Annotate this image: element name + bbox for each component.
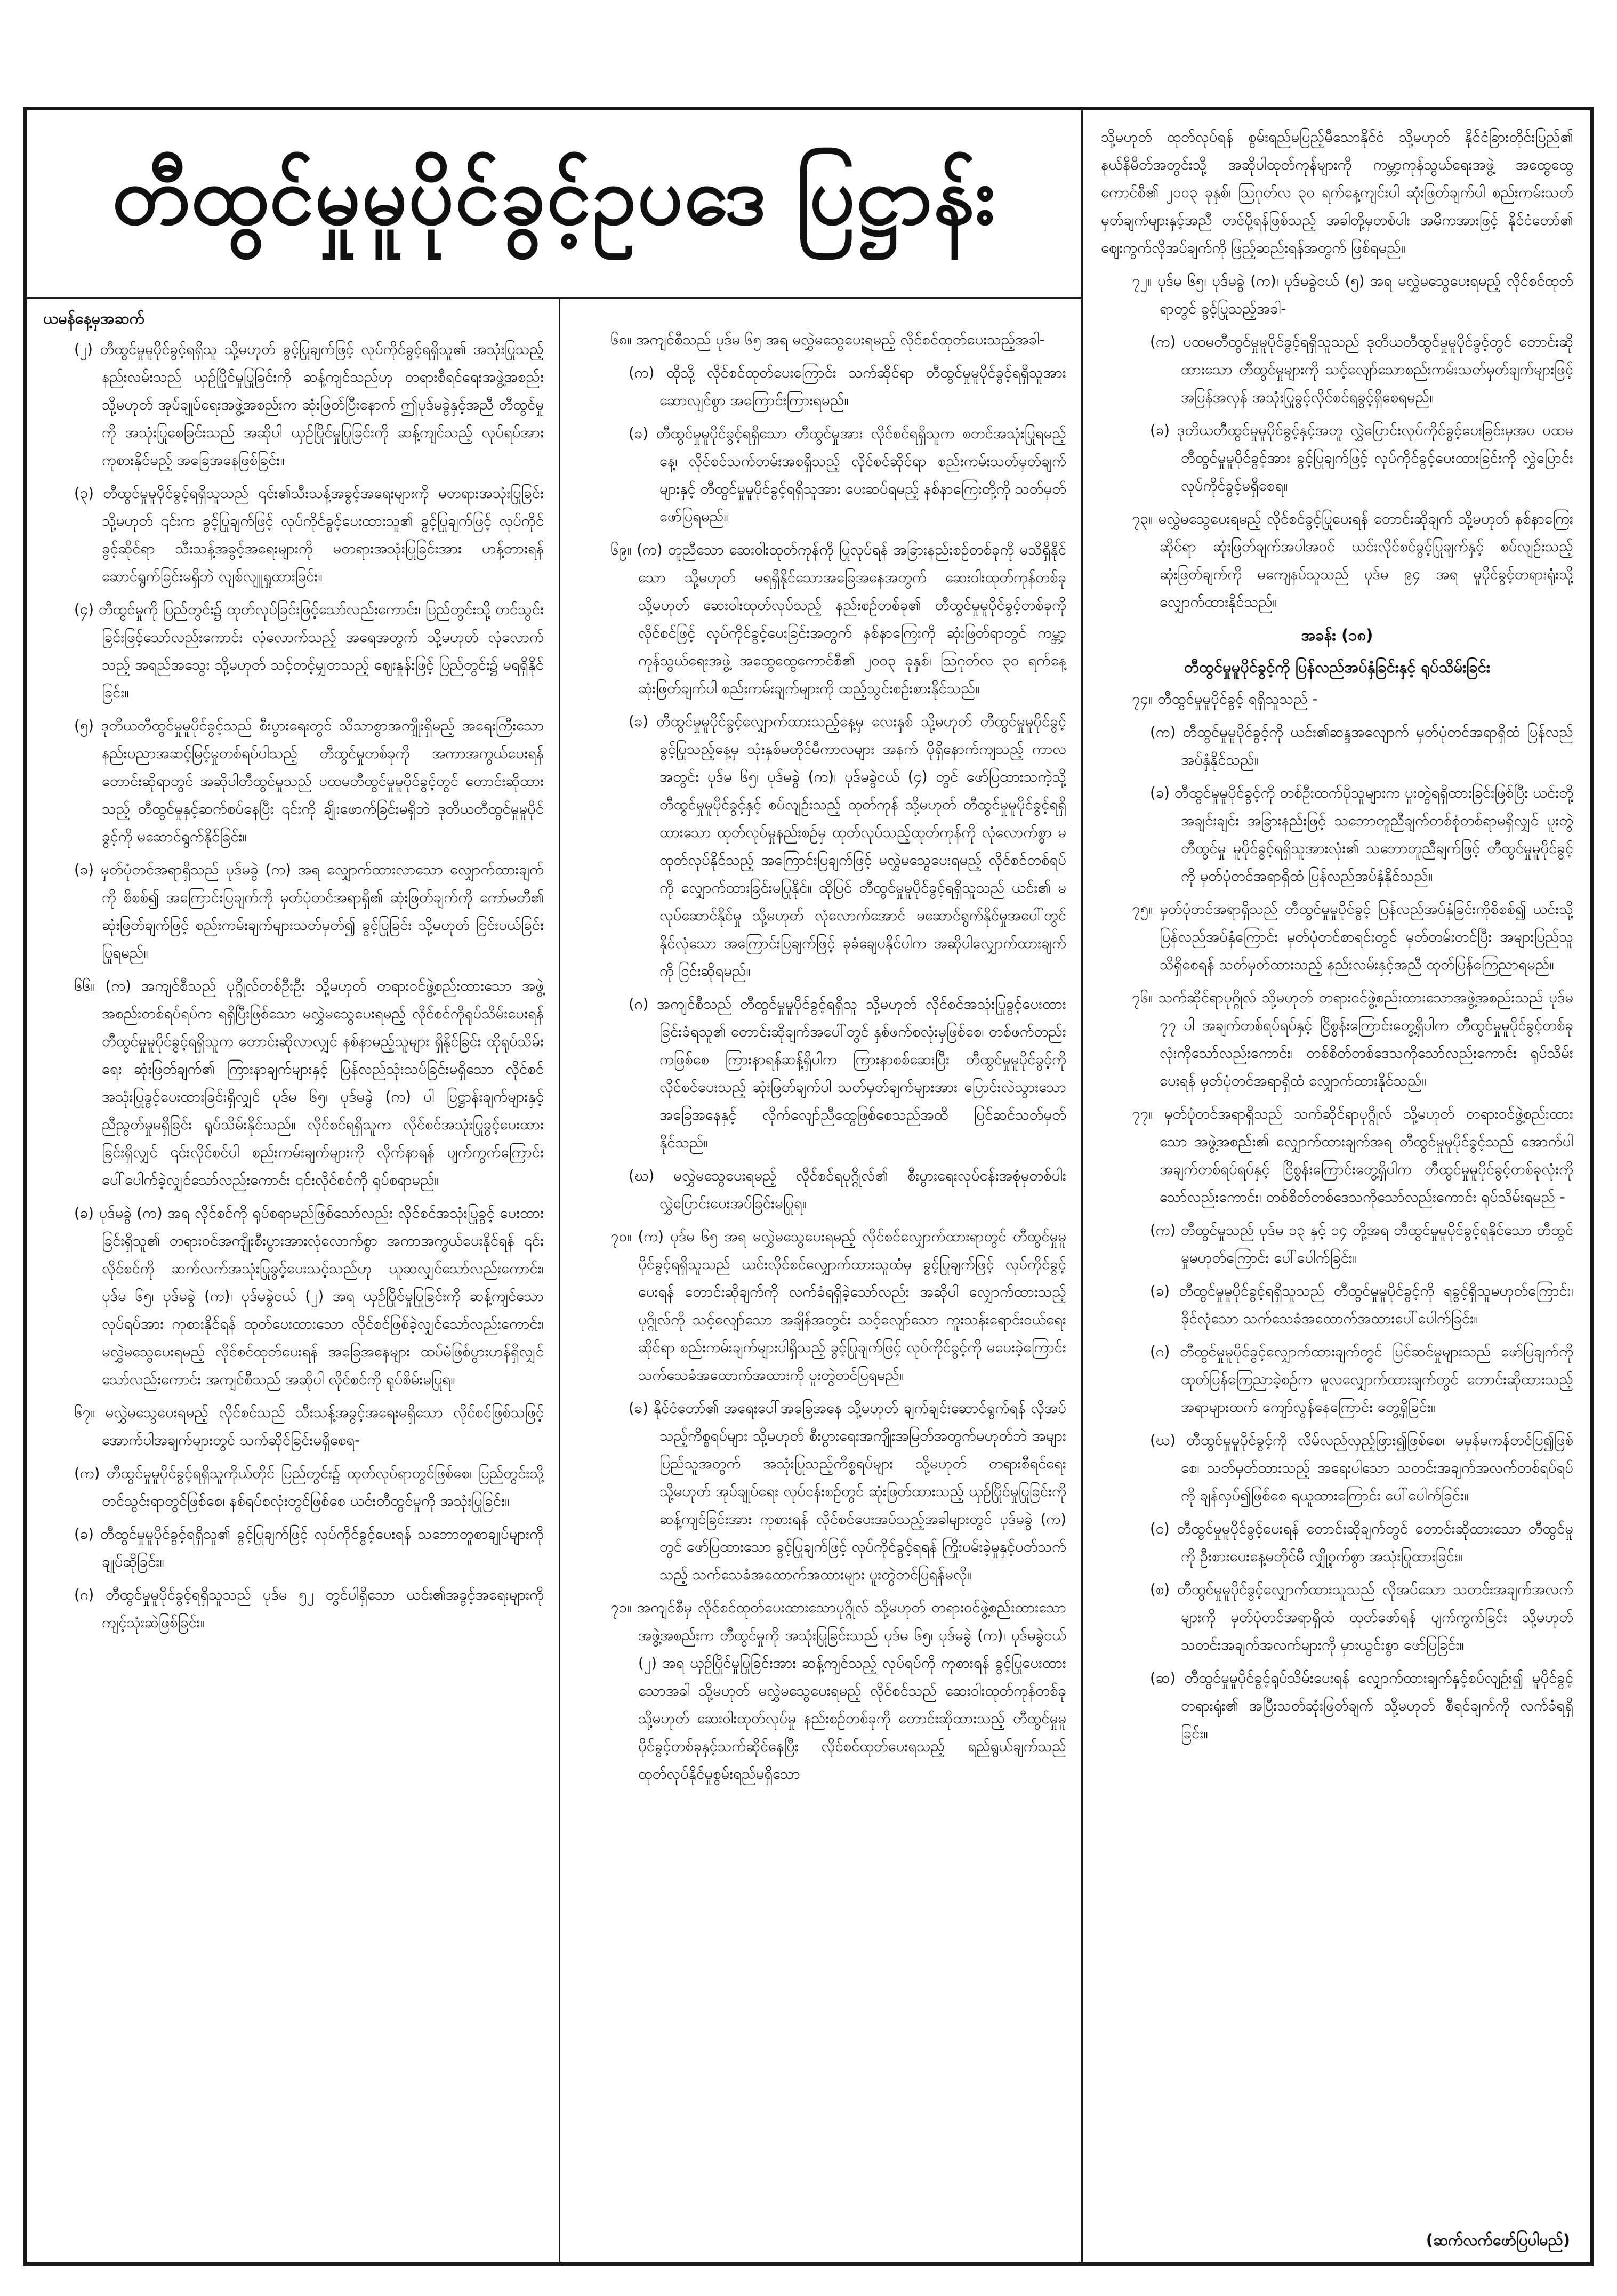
paragraph: ၆၇။ မလွှဲမသွေပေးရမည့် လိုင်စင်သည် သီးသန့်အခွင့်အရေးမရှိသော လိုင်စင်ဖြစ်သဖြင့် အောက်ပါအချက်များတွင် သက်ဆိုင်ခြင်းမရှိစေရ-	[74, 1404, 544, 1449]
paragraph: (က) တီထွင်မှုမူပိုင်ခွင့်ရရှိသူကိုယ်တိုင် ပြည်တွင်း၌ ထုတ်လုပ်ရာတွင်ဖြစ်စေ၊ ပြည်တွင်းသို့ တင်သွင်းရာတွင်ဖြစ်စေ၊ နစ်ရပ်စလုံးတွင်ဖြစ်စေ ယင်းတီထွင်မှုကို အသုံးပြုခြင်း။	[74, 1465, 544, 1510]
paragraph: ၇၇။ မှတ်ပုံတင်အရာရှိသည် သက်ဆိုင်ရာပုဂ္ဂိုလ် သို့မဟုတ် တရားဝင်ဖွဲ့စည်းထားသော အဖွဲ့အစည်း၏ လျှောက်ထားချက်အရ တီထွင်မှုမူပိုင်ခွင့်သည် အောက်ပါအချက်တစ်ရပ်ရပ်နှင့် ငြိစွန်းကြောင်းတွေ့ရှိပါက တီထွင်မှုမူပိုင်ခွင့်တစ်ခုလုံးကိုသော်လည်းကောင်း၊ တစ်စိတ်တစ်ဒေသကိုသော်လည်းကောင်း ရုပ်သိမ်းရမည် -	[1132, 1105, 1573, 1206]
paragraph: (ခ) တီထွင်မှုမူပိုင်ခွင့်ရရှိသူ၏ ခွင့်ပြုချက်ဖြင့် လုပ်ကိုင်ခွင့်ပေးရန် သဘောတူစာချုပ်များကို ချုပ်ဆိုခြင်း။	[74, 1526, 544, 1570]
paragraph: (က) တီထွင်မှုမူပိုင်ခွင့်ကို ယင်း၏ဆန္ဒအလျောက် မှတ်ပုံတင်အရာရှိထံ ပြန်လည်အပ်နှံနိုင်သည်။	[1150, 724, 1573, 768]
continued-next-label: (ဆက်လက်ဖော်ပြပါမည်)	[1426, 2231, 1570, 2249]
paragraph: (က) ပထမတီထွင်မှုမူပိုင်ခွင့်ရရှိသူသည် ဒုတိယတီထွင်မှုမူပိုင်ခွင့်တွင် တောင်းဆိုထားသော တီထွင်မှုများကို သင့်လျော်သောစည်းကမ်းသတ်မှတ်ချက်များဖြင့် အပြန်အလှန် အသုံးပြုခွင့်လိုင်စင်ရခွင့်ရှိစေရမည်။	[1150, 333, 1573, 406]
page-title: တီထွင်မှုမူပိုင်ခွင့်ဥပဒေ ပြဋ္ဌာန်း	[112, 149, 996, 243]
paragraph: (ဂ) အကျင်စီသည် တီထွင်မှုမူပိုင်ခွင့်ရရှိသူ သို့မဟုတ် လိုင်စင်အသုံးပြုခွင့်ပေးထားခြင်းခံရသူ၏ တောင်းဆိုချက်အပေါ်တွင် နှစ်ဖက်စလုံးမှဖြစ်စေ၊ တစ်ဖက်တည်းကဖြစ်စေ ကြားနာရန်ဆန့်ရှိပါက ကြားနာစစ်ဆေးပြီး တီထွင်မှုမူပိုင်ခွင့်ကို လိုင်စင်ပေးသည့် ဆုံးဖြတ်ချက်ပါ သတ်မှတ်ချက်များအား ပြောင်းလဲသွားသော အခြေအနေနှင့် လိုက်လျော်ညီထွေဖြစ်စေသည်အထိ ပြင်ဆင်သတ်မှတ်နိုင်သည်။	[629, 996, 1066, 1151]
paragraph: (၃) တီထွင်မှုမူပိုင်ခွင့်ရရှိသူသည် ၎င်း၏သီးသန့်အခွင့်အရေးများကို မတရားအသုံးပြုခြင်း သို့မဟုတ် ၎င်းက ခွင့်ပြုချက်ဖြင့် လုပ်ကိုင်ခွင့်ပေးထားသူ၏ ခွင့်ပြုချက်ဖြင့် လုပ်ကိုင်ခွင့်ဆိုင်ရာ သီးသန့်အခွင့်အရေးများကို မတရားအသုံးပြုခြင်းအား ဟန့်တားရန် ဆောင်ရွက်ခြင်းမရှိဘဲ လျစ်လျူရှုထားခြင်း။	[74, 485, 544, 585]
paragraph: (ဃ) တီထွင်မှုမူပိုင်ခွင့်ကို လိမ်လည်လှည့်ဖြား၍ဖြစ်စေ၊ မမှန်မကန်တင်ပြ၍ဖြစ်စေ၊ သတ်မှတ်ထားသည့် အရေးပါသော သတင်းအချက်အလက်တစ်ရပ်ရပ်ကို ချန်လှပ်၍ဖြစ်စေ ရယူထားကြောင်း ပေါ်ပေါက်ခြင်း။	[1150, 1432, 1573, 1504]
paragraph: (ခ) တီထွင်မှုမူပိုင်ခွင့်ကို တစ်ဦးထက်ပိုသူများက ပူးတွဲရရှိထားခြင်းဖြစ်ပြီး ယင်းတို့အချင်းချင်း အခြားနည်းဖြင့် သဘောတူညီချက်တစ်စုံတစ်ရာမရှိလျှင် ပူးတွဲတီထွင်မှု မူပိုင်ခွင့်ရရှိသူအားလုံး၏ သဘောတူညီချက်ဖြင့် တီထွင်မှုမူပိုင်ခွင့်ကို မှတ်ပုံတင်အရာရှိထံ ပြန်လည်အပ်နှံနိုင်သည်။	[1150, 784, 1573, 885]
paragraph: ၆၈။ အကျင်စီသည် ပုဒ်မ ၆၅ အရ မလွှဲမသွေပေးရမည့် လိုင်စင်ထုတ်ပေးသည့်အခါ-	[610, 331, 1045, 348]
column-2	[560, 297, 1083, 2262]
paragraph: (ခ) တီထွင်မှုမူပိုင်ခွင့်လျှောက်ထားသည့်နေ့မှ လေးနှစ် သို့မဟုတ် တီထွင်မှုမူပိုင်ခွင့် ခွင့်ပြုသည့်နေ့မှ သုံးနှစ်မတိုင်မီကာလများ အနက် ပိုရှိနောက်ကျသည့် ကာလအတွင်း ပုဒ်မ ၆၅၊ ပုဒ်မခွဲ (က)၊ ပုဒ်မခွဲငယ် (၄) တွင် ဖော်ပြထားသကဲ့သို့ တီထွင်မှုမူပိုင်ခွင့်နှင့် စပ်လျဉ်းသည့် ထုတ်ကုန် သို့မဟုတ် တီထွင်မှုမူပိုင်ခွင့်ရရှိထားသော ထုတ်လုပ်မှုနည်းစဉ်မှ ထုတ်လုပ်သည့်ထုတ်ကုန်ကို လုံလောက်စွာ မထုတ်လုပ်နိုင်သည့် အကြောင်းပြချက်ဖြင့် မလွှဲမသွေပေးရမည့် လိုင်စင်တစ်ရပ်ကို လျှောက်ထားခြင်းမပြုနိုင်။ ထိုပြင် တီထွင်မှုမူပိုင်ခွင့်ရရှိသူသည် ယင်း၏ မလုပ်ဆောင်နိုင်မှု သို့မဟုတ် လုံလောက်အောင် မဆောင်ရွက်နိုင်မှုအပေါ်တွင် နိုင်လုံသော အကြောင်းပြချက်ဖြင့် ခုခံချေပနိုင်ပါက အဆိုပါလျှောက်ထားချက်ကို ငြင်းဆိုရမည်။	[629, 713, 1066, 980]
chapter-title: တီထွင်မှုမူပိုင်ခွင့်ကို ပြန်လည်အပ်နှံခြင်းနှင့် ရုပ်သိမ်းခြင်း	[1184, 658, 1491, 676]
paragraph: (ဂ) တီထွင်မှုမူပိုင်ခွင့်ရရှိသူသည် ပုဒ်မ ၅၂ တွင်ပါရှိသော ယင်း၏အခွင့်အရေးများကို ကျင့်သုံးဆဲဖြစ်ခြင်း။	[74, 1586, 544, 1631]
paragraph: (ခ) နိုင်ငံတော်၏ အရေးပေါ်အခြေအနေ သို့မဟုတ် ချက်ချင်းဆောင်ရွက်ရန် လိုအပ်သည့်ကိစ္စရပ်များ သို့မဟုတ် စီးပွားရေးအကျိုးအမြတ်အတွက်မဟုတ်ဘဲ အများပြည်သူအတွက် အသုံးပြုသည့်ကိစ္စရပ်များ သို့မဟုတ် တရားစီရင်ရေး သို့မဟုတ် အုပ်ချုပ်ရေး လုပ်ငန်းစဉ်တွင် ဆုံးဖြတ်ထားသည့် ယှဉ်ပြိုင်မှုပြုခြင်းကို ဆန့်ကျင်ခြင်းအား ကုစားရန် လိုင်စင်ပေးအပ်သည့်အခါများတွင် ပုဒ်မခွဲ (က) တွင် ဖော်ပြထားသော ခွင့်ပြုချက်ဖြင့် လုပ်ကိုင်ခွင့်ရရန် ကြိုးပမ်းခဲ့မှုနှင့်ပတ်သက်သည့် သက်သေခံအထောက်အထားများ ပူးတွဲတင်ပြရန်မလို။	[629, 1400, 1066, 1583]
paragraph: ၇၄။ တီထွင်မှုမူပိုင်ခွင့် ရရှိသူသည် -	[1132, 691, 1318, 708]
title-block	[27, 110, 1083, 297]
notice-frame	[23, 107, 1594, 2266]
paragraph: (င) တီထွင်မှုမူပိုင်ခွင့်ပေးရန် တောင်းဆိုချက်တွင် တောင်းဆိုထားသော တီထွင်မှုကို ဦးစားပေးနေ့မတိုင်မီ လျှို့ဝှက်စွာ အသုံးပြုထားခြင်း။	[1150, 1520, 1573, 1565]
paragraph: (၄) တီထွင်မှုကို ပြည်တွင်း၌ ထုတ်လုပ်ခြင်းဖြင့်သော်လည်းကောင်း၊ ပြည်တွင်းသို့ တင်သွင်းခြင်းဖြင့်သော်လည်းကောင်း လုံလောက်သည့် အရေအတွက် သို့မဟုတ် လုံလောက်သည့် အရည်အသွေး သို့မဟုတ် သင့်တင့်မျှတသည့် ဈေးနှုန်းဖြင့် ပြည်တွင်း၌ မရရှိနိုင်ခြင်း။	[74, 601, 544, 701]
paragraph: (ခ) တီထွင်မှုမူပိုင်ခွင့်ရရှိသူသည် တီထွင်မှုမူပိုင်ခွင့်ကို ရခွင့်ရှိသူမဟုတ်ကြောင်း၊ ခိုင်လုံသော သက်သေခံအထောက်အထားပေါ်ပေါက်ခြင်း။	[1150, 1282, 1573, 1327]
paragraph: ၇၅။ မှတ်ပုံတင်အရာရှိသည် တီထွင်မှုမူပိုင်ခွင့် ပြန်လည်အပ်နှံခြင်းကိုစိစစ်၍ ယင်းသို့ ပြန်လည်အပ်နှံကြောင်း မှတ်ပုံတင်စာရင်းတွင် မှတ်တမ်းတင်ပြီး အများပြည်သူသိရှိစေရန် သတ်မှတ်ထားသည့် နည်းလမ်းနှင့်အညီ ထုတ်ပြန်ကြေညာရမည်။	[1132, 901, 1573, 973]
paragraph: ၇၁။ အကျင်စီမှ လိုင်စင်ထုတ်ပေးထားသောပုဂ္ဂိုလ် သို့မဟုတ် တရားဝင်ဖွဲ့စည်းထားသော အဖွဲ့အစည်းက တီထွင်မှုကို အသုံးပြုခြင်းသည် ပုဒ်မ ၆၅၊ ပုဒ်မခွဲ (က)၊ ပုဒ်မခွဲငယ် (၂) အရ ယှဉ်ပြိုင်မှုပြုခြင်းအား ဆန့်ကျင်သည့် လုပ်ရပ်ကို ကုစားရန် ခွင့်ပြုပေးထားသောအခါ သို့မဟုတ် မလွှဲမသွေပေးရမည့် လိုင်စင်သည် ဆေးဝါးထုတ်ကုန်တစ်ခု သို့မဟုတ် ဆေးဝါးထုတ်လုပ်မှု နည်းစဉ်တစ်ခုကို တောင်းဆိုထားသည့် တီထွင်မှုမူပိုင်ခွင့်တစ်ခုနှင့်သက်ဆိုင်နေပြီး လိုင်စင်ထုတ်ပေးရသည့် ရည်ရွယ်ချက်သည် ထုတ်လုပ်နိုင်မှုစွမ်းရည်မရှိသော	[610, 1599, 1066, 1783]
paragraph: (ခ) တီထွင်မှုမူပိုင်ခွင့်ရရှိသော တီထွင်မှုအား လိုင်စင်ရရှိသူက စတင်အသုံးပြုရမည့်နေ့၊ လိုင်စင်သက်တမ်းအစရှိသည့် လိုင်စင်ဆိုင်ရာ စည်းကမ်းသတ်မှတ်ချက်များနှင့် တီထွင်မှုမူပိုင်ခွင့်ရရှိသူအား ပေးဆပ်ရမည့် နစ်နာကြေးတို့ကို သတ်မှတ်ဖော်ပြရမည်။	[629, 425, 1066, 525]
paragraph: (ဆ) တီထွင်မှုမူပိုင်ခွင့်ရုပ်သိမ်းပေးရန် လျှောက်ထားချက်နှင့်စပ်လျဉ်း၍ မူပိုင်ခွင့်တရားရုံး၏ အပြီးသတ်ဆုံးဖြတ်ချက် သို့မဟုတ် စီရင်ချက်ကို လက်ခံရရှိခြင်း။	[1150, 1669, 1573, 1742]
paragraph: (၂) တီထွင်မှုမူပိုင်ခွင့်ရရှိသူ သို့မဟုတ် ခွင့်ပြုချက်ဖြင့် လုပ်ကိုင်ခွင့်ရရှိသူ၏ အသုံးပြုသည့် နည်းလမ်းသည် ယှဉ်ပြိုင်မှုပြုခြင်းကို ဆန့်ကျင်သည်ဟု တရားစီရင်ရေးအဖွဲ့အစည်း သို့မဟုတ် အုပ်ချုပ်ရေးအဖွဲ့အစည်းက ဆုံးဖြတ်ပြီးနောက် ဤပုဒ်မခွဲနှင့်အညီ တီထွင်မှုကို အသုံးပြုစေခြင်းသည် အဆိုပါ ယှဉ်ပြိုင်မှုပြုခြင်းကို ဆန့်ကျင်သည့် လုပ်ရပ်အား ကုစားနိုင်မည့် အခြေအနေဖြစ်ခြင်း။	[74, 341, 544, 469]
paragraph: (က) တီထွင်မှုသည် ပုဒ်မ ၁၃ နှင့် ၁၄ တို့အရ တီထွင်မှုမူပိုင်ခွင့်ရနိုင်သော တီထွင်မှုမဟုတ်ကြောင်း ပေါ်ပေါက်ခြင်း။	[1150, 1222, 1573, 1266]
paragraph: ၇၂။ ပုဒ်မ ၆၅၊ ပုဒ်မခွဲ (က)၊ ပုဒ်မခွဲငယ် (၅) အရ မလွှဲမသွေပေးရမည့် လိုင်စင်ထုတ်ရာတွင် ခွင့်ပြုသည့်အခါ-	[1132, 272, 1573, 317]
column-3	[1083, 110, 1589, 2262]
paragraph: (စ) တီထွင်မှုမူပိုင်ခွင့်လျှောက်ထားသူသည် လိုအပ်သော သတင်းအချက်အလက်များကို မှတ်ပုံတင်အရာရှိထံ ထုတ်ဖော်ရန် ပျက်ကွက်ခြင်း သို့မဟုတ် သတင်းအချက်အလက်များကို မှားယွင်းစွာ ဖော်ပြခြင်း။	[1150, 1581, 1573, 1653]
paragraph: ၆၉။ (က) တူညီသော ဆေးဝါးထုတ်ကုန်ကို ပြုလုပ်ရန် အခြားနည်းစဉ်တစ်ခုကို မသိရှိနိုင်သော သို့မဟုတ် မရရှိနိုင်သောအခြေအနေအတွက် ဆေးဝါးထုတ်ကုန်တစ်ခု သို့မဟုတ် ဆေးဝါးထုတ်လုပ်သည့် နည်းစဉ်တစ်ခု၏ တီထွင်မှုမူပိုင်ခွင့်တစ်ခုကို လိုင်စင်ဖြင့် လုပ်ကိုင်ခွင့်ပေးခြင်းအတွက် နစ်နာကြေးကို ဆုံးဖြတ်ရာတွင် ကမ္ဘာ့ကုန်သွယ်ရေးအဖွဲ့ အထွေထွေကောင်စီ၏ ၂၀၀၃ ခုနှစ်၊ ဩဂုတ်လ ၃၀ ရက်နေ့ ဆုံးဖြတ်ချက်ပါ စည်းကမ်းချက်များကို ထည့်သွင်းစဉ်းစားနိုင်သည်။	[610, 541, 1066, 697]
paragraph: ၆၆။ (က) အကျင်စီသည် ပုဂ္ဂိုလ်တစ်ဦးဦး သို့မဟုတ် တရားဝင်ဖွဲ့စည်းထားသော အဖွဲ့အစည်းတစ်ရပ်ရပ်က ရရှိပြီးဖြစ်သော မလွှဲမသွေပေးရမည့် လိုင်စင်ကိုရုပ်သိမ်းပေးရန် တီထွင်မှုမူပိုင်ခွင့်ရရှိသူက တောင်းဆိုလာလျှင် နစ်နာမည့်သူများ ရှိနိုင်ခြင်း ထိုရုပ်သိမ်းရေး ဆုံးဖြတ်ချက်၏ ကြားနာချက်များနှင့် ပြန်လည်သုံးသပ်ခြင်းမရှိသော လိုင်စင်အသုံးပြုခွင့်ပေးထားခြင်းရှိလျှင် ပုဒ်မ ၆၅၊ ပုဒ်မခွဲ (က) ပါ ပြဋ္ဌာန်းချက်များနှင့် ညီညွတ်မှုမရှိခြင်း ရုပ်သိမ်းနိုင်သည်။ လိုင်စင်ရရှိသူက လိုင်စင်အသုံးပြုခွင့်ပေးထားခြင်းရှိလျှင် ၎င်းလိုင်စင်ပါ စည်းကမ်းချက်များကို လိုက်နာရန် ပျက်ကွက်ကြောင်း ပေါ်ပေါက်ခဲ့လျှင်သော်လည်းကောင်း ၎င်းလိုင်စင်ကို ရုပ်စရာမည်။	[74, 977, 544, 1189]
paragraph: (ခ) ပုဒ်မခွဲ (က) အရ လိုင်စင်ကို ရုပ်စရာမည်ဖြစ်သော်လည်း လိုင်စင်အသုံးပြုခွင့် ပေးထားခြင်းရှိသူ၏ တရားဝင်အကျိုးစီးပွားအားလုံလောက်စွာ အကာအကွယ်ပေးနိုင်ရန် ၎င်းလိုင်စင်ကို ဆက်လက်အသုံးပြုခွင့်ပေးသင့်သည်ဟု ယူဆလျှင်သော်လည်းကောင်း၊ ပုဒ်မ ၆၅၊ ပုဒ်မခွဲ (က)၊ ပုဒ်မခွဲငယ် (၂) အရ ယှဉ်ပြိုင်မှုပြုခြင်းကို ဆန့်ကျင်သောလုပ်ရပ်အား ကုစားနိုင်ရန် ထုတ်ပေးထားသော လိုင်စင်ဖြစ်ခဲ့လျှင်သော်လည်းကောင်း၊ မလွှဲမသွေပေးရမည့် လိုင်စင်ထုတ်ပေးရန် အခြေအနေများ ထပ်မံဖြစ်ပွားဟန်ရှိလျှင်သော်လည်းကောင်း အကျင်စီသည် အဆိုပါ လိုင်စင်ကို ရုပ်စိမ်းမပြုရ။	[74, 1205, 544, 1388]
continued-label: ယမန်နေ့မှအဆက်	[43, 309, 145, 327]
paragraph: ၇၆။ သက်ဆိုင်ရာပုဂ္ဂိုလ် သို့မဟုတ် တရားဝင်ဖွဲ့စည်းထားသောအဖွဲ့အစည်းသည် ပုဒ်မ ၇၇ ပါ အချက်တစ်ရပ်ရပ်နှင့် ငြိစွန်းကြောင်းတွေ့ရှိပါက တီထွင်မှုမူပိုင်ခွင့်တစ်ခုလုံးကိုသော်လည်းကောင်း၊ တစ်စိတ်တစ်ဒေသကိုသော်လည်းကောင်း ရုပ်သိမ်းပေးရန် မှတ်ပုံတင်အရာရှိထံ လျှောက်ထားနိုင်သည်။	[1132, 989, 1573, 1089]
column-1	[27, 297, 560, 2262]
paragraph: (ဂ) တီထွင်မှုမူပိုင်ခွင့်လျှောက်ထားချက်တွင် ပြင်ဆင်မှုများသည် ဖော်ပြချက်ကို ထုတ်ပြန်ကြေညာခဲ့စဉ်က မူလလျှောက်ထားချက်တွင် တောင်းဆိုထားသည့်အရာများထက် ကျော်လွန်နေကြောင်း တွေ့ရှိခြင်း။	[1150, 1343, 1573, 1416]
paragraph: သို့မဟုတ် ထုတ်လုပ်ရန် စွမ်းရည်မပြည့်မီသောနိုင်ငံ သို့မဟုတ် နိုင်ငံခြားတိုင်းပြည်၏ နယ်နိမိတ်အတွင်းသို့ အဆိုပါထုတ်ကုန်များကို ကမ္ဘာ့ကုန်သွယ်ရေးအဖွဲ့ အထွေထွေကောင်စီ၏ ၂၀၀၃ ခုနှစ်၊ ဩဂုတ်လ ၃၀ ရက်နေ့ကျင်းပါ ဆုံးဖြတ်ချက်ပါ စည်းကမ်းသတ်မှတ်ချက်များနှင့်အညီ တင်ပို့ရန်ဖြစ်သည့် အခါတို့မှတစ်ပါး အမိကအားဖြင့် နိုင်ငံတော်၏ ဈေးကွက်လိုအပ်ချက်ကို ဖြည့်ဆည်းရန်အတွက် ဖြစ်ရမည်။	[1101, 129, 1573, 256]
paragraph: (ဃ) မလွှဲမသွေပေးရမည့် လိုင်စင်ရပုဂ္ဂိုလ်၏ စီးပွားရေးလုပ်ငန်းအစုံမှတစ်ပါး လွှဲပြောင်းပေးအပ်ခြင်းမပြုရ။	[629, 1167, 1066, 1212]
paragraph: (၅) ဒုတိယတီထွင်မှုမူပိုင်ခွင့်သည် စီးပွားရေးတွင် သိသာစွာအကျိုးရှိမည့် အရေးကြီးသော နည်းပညာအဆင့်မြင့်မှုတစ်ရပ်ပါသည့် တီထွင်မှုတစ်ခုကို အကာအကွယ်ပေးရန် တောင်းဆိုရာတွင် အဆိုပါတီထွင်မှုသည် ပထမတီထွင်မှုမူပိုင်ခွင့်တွင် တောင်းဆိုထားသည့် တီထွင်မှုနှင့်ဆက်စပ်နေပြီး ၎င်းကို ချိုးဖောက်ခြင်းမရှိဘဲ ဒုတိယတီထွင်မှုမူပိုင်ခွင့်ကို မဆောင်ရွက်နိုင်ခြင်း။	[74, 717, 544, 845]
paragraph: (က) ထိုသို့ လိုင်စင်ထုတ်ပေးကြောင်း သက်ဆိုင်ရာ တီထွင်မှုမူပိုင်ခွင့်ရရှိသူအား ဆောလျင်စွာ အကြောင်းကြားရမည်။	[629, 364, 1066, 409]
paragraph: (ခ) မှတ်ပုံတင်အရာရှိသည် ပုဒ်မခွဲ (က) အရ လျှောက်ထားလာသော လျှောက်ထားချက်ကို စိစစ်၍ အကြောင်းပြချက်ကို မှတ်ပုံတင်အရာရှိ၏ ဆုံးဖြတ်ချက်ကို ကော်မတီ၏ ဆုံးဖြတ်ချက်ဖြင့် စည်းကမ်းချက်များသတ်မှတ်၍ ခွင့်ပြုခြင်း သို့မဟုတ် ငြင်းပယ်ခြင်းပြုရမည်။	[74, 861, 544, 961]
paragraph: ၇၀။ (က) ပုဒ်မ ၆၅ အရ မလွှဲမသွေပေးရမည့် လိုင်စင်လျှောက်ထားရာတွင် တီထွင်မှုမူပိုင်ခွင့်ရရှိသူသည် ယင်းလိုင်စင်လျှောက်ထားသူထံမှ ခွင့်ပြုချက်ဖြင့် လုပ်ကိုင်ခွင့်ပေးရန် တောင်းဆိုချက်ကို လက်ခံရရှိခဲ့သော်လည်း အဆိုပါ လျှောက်ထားသည့် ပုဂ္ဂိုလ်ကို သင့်လျော်သော အချိန်အတွင်း သင့်လျော်သော ကူးသန်းရောင်းဝယ်ရေးဆိုင်ရာ စည်းကမ်းချက်များပါရှိသည့် ခွင့်ပြုချက်ဖြင့် လုပ်ကိုင်ခွင့်ကို မပေးခဲ့ကြောင်း သက်သေခံအထောက်အထားကို ပူးတွဲတင်ပြရမည်။	[610, 1228, 1066, 1384]
paragraph: (ခ) ဒုတိယတီထွင်မှုမူပိုင်ခွင့်နှင့်အတူ လွှဲပြောင်းလုပ်ကိုင်ခွင့်ပေးခြင်းမှအပ ပထမတီထွင်မှုမူပိုင်ခွင့်အား ခွင့်ပြုချက်ဖြင့် လုပ်ကိုင်ခွင့်ပေးထားခြင်းကို လွှဲပြောင်းလုပ်ကိုင်ခွင့်မရှိစေရ။	[1150, 422, 1573, 494]
chapter-number: အခန်း (၁၈)	[1301, 626, 1373, 644]
paragraph: ၇၃။ မလွှဲမသွေပေးရမည့် လိုင်စင်ခွင့်ပြုပေးရန် တောင်းဆိုချက် သို့မဟုတ် နစ်နာကြေးဆိုင်ရာ ဆုံးဖြတ်ချက်အပါအဝင် ယင်းလိုင်စင်ခွင့်ပြုချက်နှင့် စပ်လျဉ်းသည့် ဆုံးဖြတ်ချက်ကို မကျေနပ်သူသည် ပုဒ်မ ၉၄ အရ မူပိုင်ခွင့်တရားရုံးသို့ လျှောက်ထားနိုင်သည်။	[1132, 510, 1573, 611]
